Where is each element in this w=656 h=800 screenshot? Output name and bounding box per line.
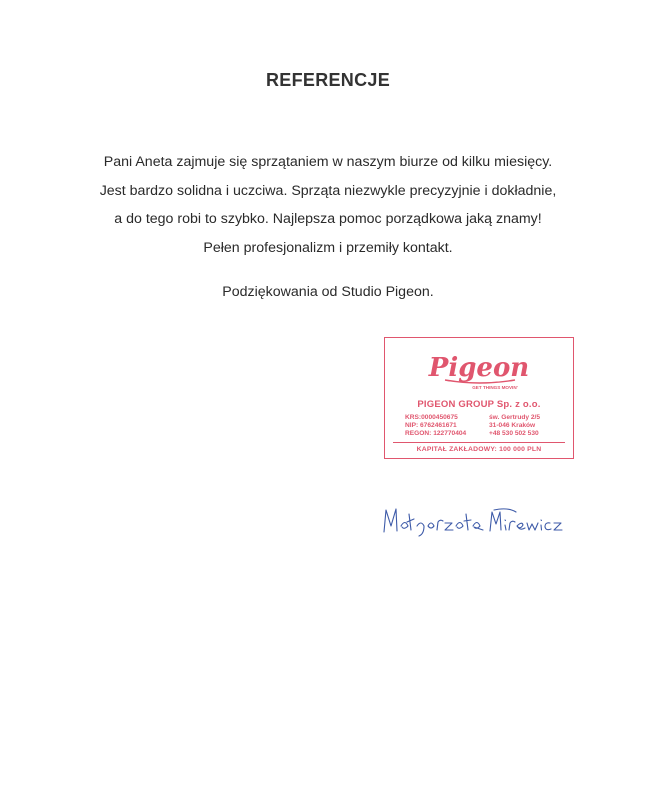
stamp-city: 31-046 Kraków (489, 422, 536, 430)
stamp-street: św. Gertrudy 2/5 (489, 414, 541, 421)
stamp-divider (393, 442, 565, 443)
thanks-line: Podziękowania od Studio Pigeon. (222, 284, 434, 300)
reference-paragraph (0, 148, 656, 262)
pigeon-logo (385, 342, 573, 392)
paragraph-line: Jest bardzo solidna i uczciwa. Sprząta niezwykle precyzyjnie i dokładnie, (99, 182, 557, 199)
stamp-krs: KRS:0000450675 (405, 414, 458, 421)
stamp-company-name: PIGEON GROUP Sp. z o.o. (417, 399, 541, 410)
stamp-capital: KAPITAŁ ZAKŁADOWY: 100 000 PLN (416, 446, 542, 453)
pigeon-logo-tagline: GET THINGS MOVIN' (472, 385, 518, 390)
paragraph-line: Pełen profesjonalizm i przemiły kontakt. (203, 239, 453, 256)
stamp-regon: REGON: 122770404 (405, 430, 467, 438)
stamp-nip: NIP: 6762461671 (405, 422, 457, 430)
document-title: REFERENCJE (265, 70, 391, 90)
stamp-registration (405, 414, 466, 439)
paragraph-line: Pani Aneta zajmuje się sprzątaniem w naszym biurze od kilku miesięcy. (103, 154, 553, 170)
pigeon-logo-wordmark: Pigeon (428, 353, 530, 383)
stamp-phone: +48 530 502 530 (489, 430, 539, 438)
company-stamp (384, 337, 574, 459)
paragraph-line: a do tego robi to szybko. Najlepsza pomoc porządkowa jaką znamy! (114, 211, 542, 227)
handwritten-signature (378, 500, 568, 540)
stamp-address (489, 414, 540, 439)
